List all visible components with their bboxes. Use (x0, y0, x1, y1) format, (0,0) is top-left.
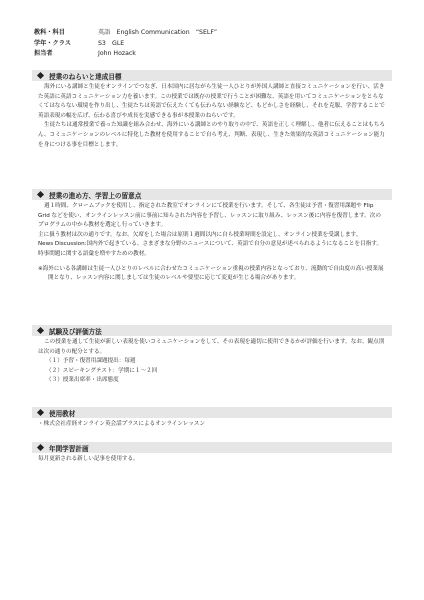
section-body (32, 200, 392, 284)
section-title: 授業の進め方、学習上の留意点 (49, 191, 142, 200)
section-plan (32, 442, 392, 465)
note-paragraph: ※海外にいる各講師は生徒一人ひとりのレベルに合わせたコミュニケーション重視の授業内容となっており、流動的で自由度の高い授業展開となり、レッスン内容に関しましては生徒のレベルや要望に応じて変更が生じる場合があります。 (38, 265, 384, 282)
section-header (32, 189, 392, 200)
list-item: （３）授業出席率・出席態度 (46, 377, 119, 384)
course-info (34, 28, 217, 60)
info-value: John Hozack (98, 50, 136, 57)
paragraph: ・株式会社産経オンライン英会話プラスによるオンラインレッスン (38, 421, 206, 427)
info-label: 担当者 (34, 50, 53, 57)
section-header (32, 442, 392, 453)
paragraph: News Discussion:国内外で起きている、さまざまな分野のニュースについて、英語で自分の意見が述べられるようになることを目指す。時事問題に関する語彙を増やすための教材。 (38, 241, 383, 257)
section-title: 年間学習計画 (49, 444, 89, 453)
info-row-grade (34, 39, 217, 50)
diamond-bullet-icon (37, 72, 44, 79)
section-header (32, 70, 392, 81)
section-header (32, 407, 392, 418)
diamond-bullet-icon (37, 444, 44, 451)
section-title: 使用教材 (49, 409, 76, 418)
list-item: （１）予習・復習用課題提出：毎週 (46, 358, 136, 365)
paragraph: 主に扱う教材は次の通りです。なお、欠席をした場合は原則１週間以内に自ら授業時間を設定し、オンライン授業を受講します。 (38, 231, 362, 238)
section-header (32, 325, 392, 336)
info-value: 英語 English Communication “SELF” (98, 29, 218, 36)
section-body (32, 336, 392, 386)
section-body (32, 418, 392, 430)
diamond-bullet-icon (37, 327, 44, 334)
section-title: 授業のねらいと達成目標 (49, 72, 122, 81)
paragraph: 毎月更新される新しい記事を使用する。 (38, 456, 139, 462)
list-item: （２）スピーキングテスト：学期に１～２回 (46, 367, 158, 374)
section-goals (32, 70, 392, 150)
paragraph: 海外にいる講師と生徒をオンラインでつなぎ、日本国内に居ながら生徒一人ひとりが外国人講師と直接コミュニケーションを行い、活きた英語に英語コミュニケーション力を養います。この授業では既存の授業で行うことが困難な、英語を用いてコミュニケーションをとらなくてはならない環境を作り出し、生徒たちは英語で伝えたくても伝わらない経験など、もどかしさを経験し、それを克服、学習することで英語表現の幅を広げ、伝わる喜びや成長を実感できる事が本授業のねらいです。 (38, 84, 385, 119)
paragraph: この授業を通して生徒が新しい表現を使いコミュニケーションをして、その表現を適切に使用できるかが評価を行います。なお、観点別は次の通りの配分とする。 (38, 339, 385, 355)
diamond-bullet-icon (37, 191, 44, 198)
info-value: S3 GLE (98, 39, 125, 47)
info-label: 学年・クラス (34, 39, 71, 47)
section-body (32, 81, 392, 150)
info-row-teacher (34, 49, 217, 60)
info-label: 教科・科目 (34, 29, 65, 36)
section-body (32, 453, 392, 465)
section-title: 試験及び評価方法 (49, 327, 102, 336)
info-row-subject (34, 28, 217, 39)
section-evaluation (32, 325, 392, 386)
diamond-bullet-icon (37, 409, 44, 416)
paragraph: 生徒たちは通常授業で養った知識を組み合わせ、海外にいる講師とのやり取りの中で、英語を正しく理解し、他者に伝えることはもちろん、コミュニケーションのレベルに特化した教材を使用することで自ら考え、判断、表現し、生きた効果的な英語コミュニケーション能力を身につける事を目標とします。 (38, 122, 385, 148)
section-materials (32, 407, 392, 430)
paragraph: 週１時間、クロームブックを使用し、指定された教室でオンラインにて授業を行います。そして、各生徒は予習・復習用課題や Flip Grid などを使い、オンラインレッスン前に事前に知らされた内容を予習し、レッスンに取り組み、レッスン後に内容を復習します。次のプログラムの中から教材を選定し行っていきます。 (38, 203, 381, 229)
section-method (32, 189, 392, 284)
